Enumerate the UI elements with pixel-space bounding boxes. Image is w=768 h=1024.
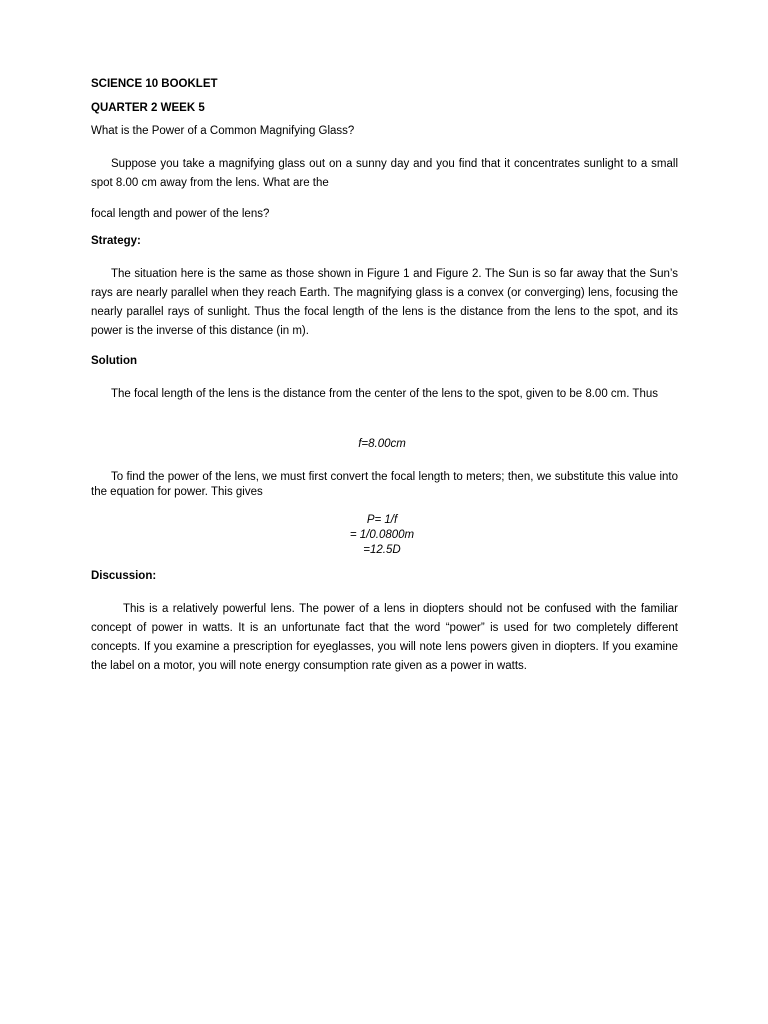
focal-length-equation: f=8.00cm	[358, 438, 406, 450]
solution-paragraph: The focal length of the lens is the distance from the center of the lens to the spot, given to be 8.00 cm. Thus	[111, 388, 658, 400]
question-heading: What is the Power of a Common Magnifying Glass?	[91, 125, 355, 137]
strategy-heading: Strategy:	[91, 235, 141, 247]
quarter-week-label: QUARTER 2 WEEK 5	[91, 102, 205, 114]
problem-paragraph-continued: focal length and power of the lens?	[91, 208, 270, 220]
discussion-heading: Discussion:	[91, 570, 157, 582]
booklet-title: SCIENCE 10 BOOKLET	[91, 78, 218, 90]
strategy-paragraph: The situation here is the same as those shown in Figure 1 and Figure 2. The Sun is so far away that the Sun’s rays are nearly parallel when they reach Earth. The magnifying glass is a convex (or converging) lens, focusing the nearly parallel rays of sunlight. Thus the focal length of the lens is the distance from the lens to the spot, and its power is the inverse of this distance (in m).	[91, 268, 678, 337]
power-equation-line-1: P= 1/f	[366, 514, 398, 526]
power-equation-line-3: =12.5D	[363, 544, 401, 556]
discussion-paragraph: This is a relatively powerful lens. The power of a lens in diopters should not be confused with the familiar concept of power in watts. It is an unfortunate fact that the word “power” is used for two completely different concepts. If you examine a prescription for eyeglasses, you will note lens powers given in diopters. If you examine the label on a motor, you will note energy consumption rate given as a power in watts.	[91, 603, 678, 672]
solution-heading: Solution	[91, 355, 137, 367]
power-paragraph: To find the power of the lens, we must first convert the focal length to meters; then, we substitute this value into the equation for power. This gives	[91, 471, 678, 498]
problem-paragraph: Suppose you take a magnifying glass out on a sunny day and you find that it concentrates sunlight to a small spot 8.00 cm away from the lens. What are the	[91, 158, 678, 189]
power-equation-line-2: = 1/0.0800m	[349, 529, 415, 541]
